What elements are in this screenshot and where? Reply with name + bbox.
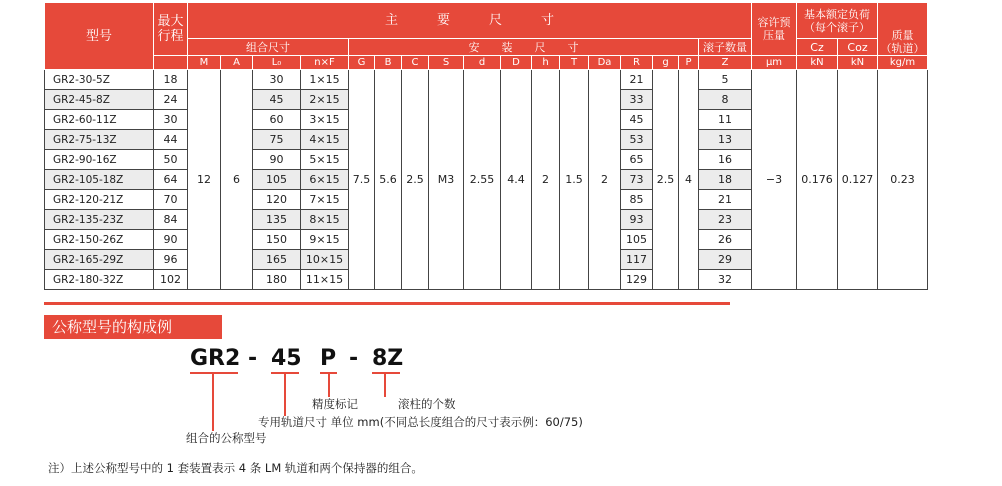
label-precision: 精度标记 (312, 397, 358, 411)
cell-stroke: 24 (154, 90, 188, 110)
cell-shared-b: 5.6 (375, 70, 402, 290)
cell-stroke: 70 (154, 190, 188, 210)
cell-shared-h: 2 (532, 70, 560, 290)
cell-r: 73 (621, 170, 653, 190)
cell-l0: 90 (253, 150, 301, 170)
cell-l0: 165 (253, 250, 301, 270)
cell-nf: 2×15 (301, 90, 349, 110)
cell-shared-g: 2.5 (653, 70, 679, 290)
cell-z: 8 (699, 90, 752, 110)
header-preload: 容许预 压量 (752, 3, 797, 56)
header-install-dims: 安 装 尺 寸 (349, 39, 699, 56)
cell-z: 21 (699, 190, 752, 210)
col-p: P (679, 56, 699, 70)
cell-shared-s: M3 (429, 70, 464, 290)
cell-shared-coz: 0.127 (838, 70, 878, 290)
cell-nf: 5×15 (301, 150, 349, 170)
cell-l0: 135 (253, 210, 301, 230)
cell-stroke: 30 (154, 110, 188, 130)
cell-r: 105 (621, 230, 653, 250)
col-delta-unit: μm (752, 56, 797, 70)
cell-shared-t: 1.5 (560, 70, 589, 290)
cell-nf: 1×15 (301, 70, 349, 90)
code-part-series: GR2 (190, 346, 241, 371)
col-coz-unit: kN (838, 56, 878, 70)
leader-precision (328, 374, 330, 397)
col-d-small: d (464, 56, 501, 70)
label-roller-count: 滚柱的个数 (398, 397, 456, 411)
cell-l0: 150 (253, 230, 301, 250)
cell-stroke: 64 (154, 170, 188, 190)
cell-shared-da: 2 (589, 70, 621, 290)
cell-stroke: 18 (154, 70, 188, 90)
cell-shared-a: 6 (221, 70, 253, 290)
col-c: C (402, 56, 429, 70)
cell-nf: 9×15 (301, 230, 349, 250)
header-stroke: 最大 行程 (154, 3, 188, 56)
cell-nf: 8×15 (301, 210, 349, 230)
cell-r: 33 (621, 90, 653, 110)
cell-model: GR2-45-8Z (45, 90, 154, 110)
cell-r: 129 (621, 270, 653, 290)
cell-l0: 105 (253, 170, 301, 190)
col-t: T (560, 56, 589, 70)
cell-nf: 3×15 (301, 110, 349, 130)
cell-model: GR2-90-16Z (45, 150, 154, 170)
section-title: 公称型号的构成例 (44, 315, 222, 339)
cell-shared-g: 7.5 (349, 70, 375, 290)
col-g: G (349, 56, 375, 70)
col-mass-unit: kg/m (878, 56, 928, 70)
cell-z: 32 (699, 270, 752, 290)
cell-model: GR2-75-13Z (45, 130, 154, 150)
cell-stroke: 90 (154, 230, 188, 250)
cell-nf: 4×15 (301, 130, 349, 150)
cell-r: 65 (621, 150, 653, 170)
header-main-dims: 主 要 尺 寸 (188, 3, 752, 39)
cell-shared-mass: 0.23 (878, 70, 928, 290)
code-dash-2: - (349, 346, 359, 371)
cell-model: GR2-180-32Z (45, 270, 154, 290)
cell-model: GR2-150-26Z (45, 230, 154, 250)
cell-z: 29 (699, 250, 752, 270)
underline-rollers (372, 372, 400, 374)
cell-nf: 10×15 (301, 250, 349, 270)
cell-stroke: 50 (154, 150, 188, 170)
code-dash-1: - (248, 346, 258, 371)
cell-z: 23 (699, 210, 752, 230)
cell-model: GR2-60-11Z (45, 110, 154, 130)
label-model: 组合的公称型号 (186, 431, 267, 445)
header-combo-dims: 组合尺寸 (188, 39, 349, 56)
cell-l0: 75 (253, 130, 301, 150)
cell-stroke: 102 (154, 270, 188, 290)
cell-nf: 6×15 (301, 170, 349, 190)
label-rail-length: 专用轨道尺寸 单位 mm(不同总长度组合的尺寸表示例：60/75) (258, 415, 583, 429)
cell-shared-d: 2.55 (464, 70, 501, 290)
underline-series (190, 372, 238, 374)
col-r: R (621, 56, 653, 70)
cell-r: 85 (621, 190, 653, 210)
cell-model: GR2-120-21Z (45, 190, 154, 210)
cell-l0: 120 (253, 190, 301, 210)
cell-model: GR2-30-5Z (45, 70, 154, 90)
col-cz-unit: kN (797, 56, 838, 70)
cell-stroke: 84 (154, 210, 188, 230)
cell-model: GR2-135-23Z (45, 210, 154, 230)
cell-shared-cz: 0.176 (797, 70, 838, 290)
spec-table (44, 2, 928, 290)
cell-shared-delta: −3 (752, 70, 797, 290)
footnote: 注）上述公称型号中的 1 套装置表示 4 条 LM 轨道和两个保持器的组合。 (48, 461, 423, 475)
cell-nf: 7×15 (301, 190, 349, 210)
cell-stroke: 44 (154, 130, 188, 150)
col-h: h (532, 56, 560, 70)
cell-stroke: 96 (154, 250, 188, 270)
header-load-rating: 基本额定负荷 （每个滚子） (797, 3, 878, 39)
cell-shared-p: 4 (679, 70, 699, 290)
col-l0: L₀ (253, 56, 301, 70)
col-g-small: g (653, 56, 679, 70)
col-da: Da (589, 56, 621, 70)
leader-rollers (384, 374, 386, 397)
col-nf: n×F (301, 56, 349, 70)
cell-l0: 180 (253, 270, 301, 290)
cell-z: 16 (699, 150, 752, 170)
header-stroke-blank (154, 56, 188, 70)
cell-nf: 11×15 (301, 270, 349, 290)
cell-r: 53 (621, 130, 653, 150)
cell-z: 26 (699, 230, 752, 250)
col-z: Z (699, 56, 752, 70)
header-coz: Coz (838, 39, 878, 56)
header-roller-count: 滚子数量 (699, 39, 752, 56)
cell-l0: 60 (253, 110, 301, 130)
cell-z: 11 (699, 110, 752, 130)
cell-model: GR2-105-18Z (45, 170, 154, 190)
col-a: A (221, 56, 253, 70)
leader-series (212, 374, 214, 431)
col-d-big: D (501, 56, 532, 70)
cell-z: 18 (699, 170, 752, 190)
leader-length (284, 374, 286, 416)
code-part-rollers: 8Z (372, 346, 404, 371)
code-part-precision: P (320, 346, 337, 371)
cell-shared-d: 4.4 (501, 70, 532, 290)
cell-l0: 45 (253, 90, 301, 110)
header-model: 型号 (45, 3, 154, 70)
code-part-length: 45 (271, 346, 302, 371)
col-m: M (188, 56, 221, 70)
cell-r: 21 (621, 70, 653, 90)
table-row (45, 70, 928, 90)
cell-r: 45 (621, 110, 653, 130)
cell-shared-m: 12 (188, 70, 221, 290)
cell-model: GR2-165-29Z (45, 250, 154, 270)
cell-z: 13 (699, 130, 752, 150)
cell-r: 117 (621, 250, 653, 270)
header-mass: 质量 （轨道） (878, 3, 928, 56)
cell-shared-c: 2.5 (402, 70, 429, 290)
spec-table-body (45, 70, 928, 290)
col-s: S (429, 56, 464, 70)
cell-z: 5 (699, 70, 752, 90)
col-b: B (375, 56, 402, 70)
section-divider (44, 302, 730, 305)
cell-l0: 30 (253, 70, 301, 90)
cell-r: 93 (621, 210, 653, 230)
header-cz: Cz (797, 39, 838, 56)
